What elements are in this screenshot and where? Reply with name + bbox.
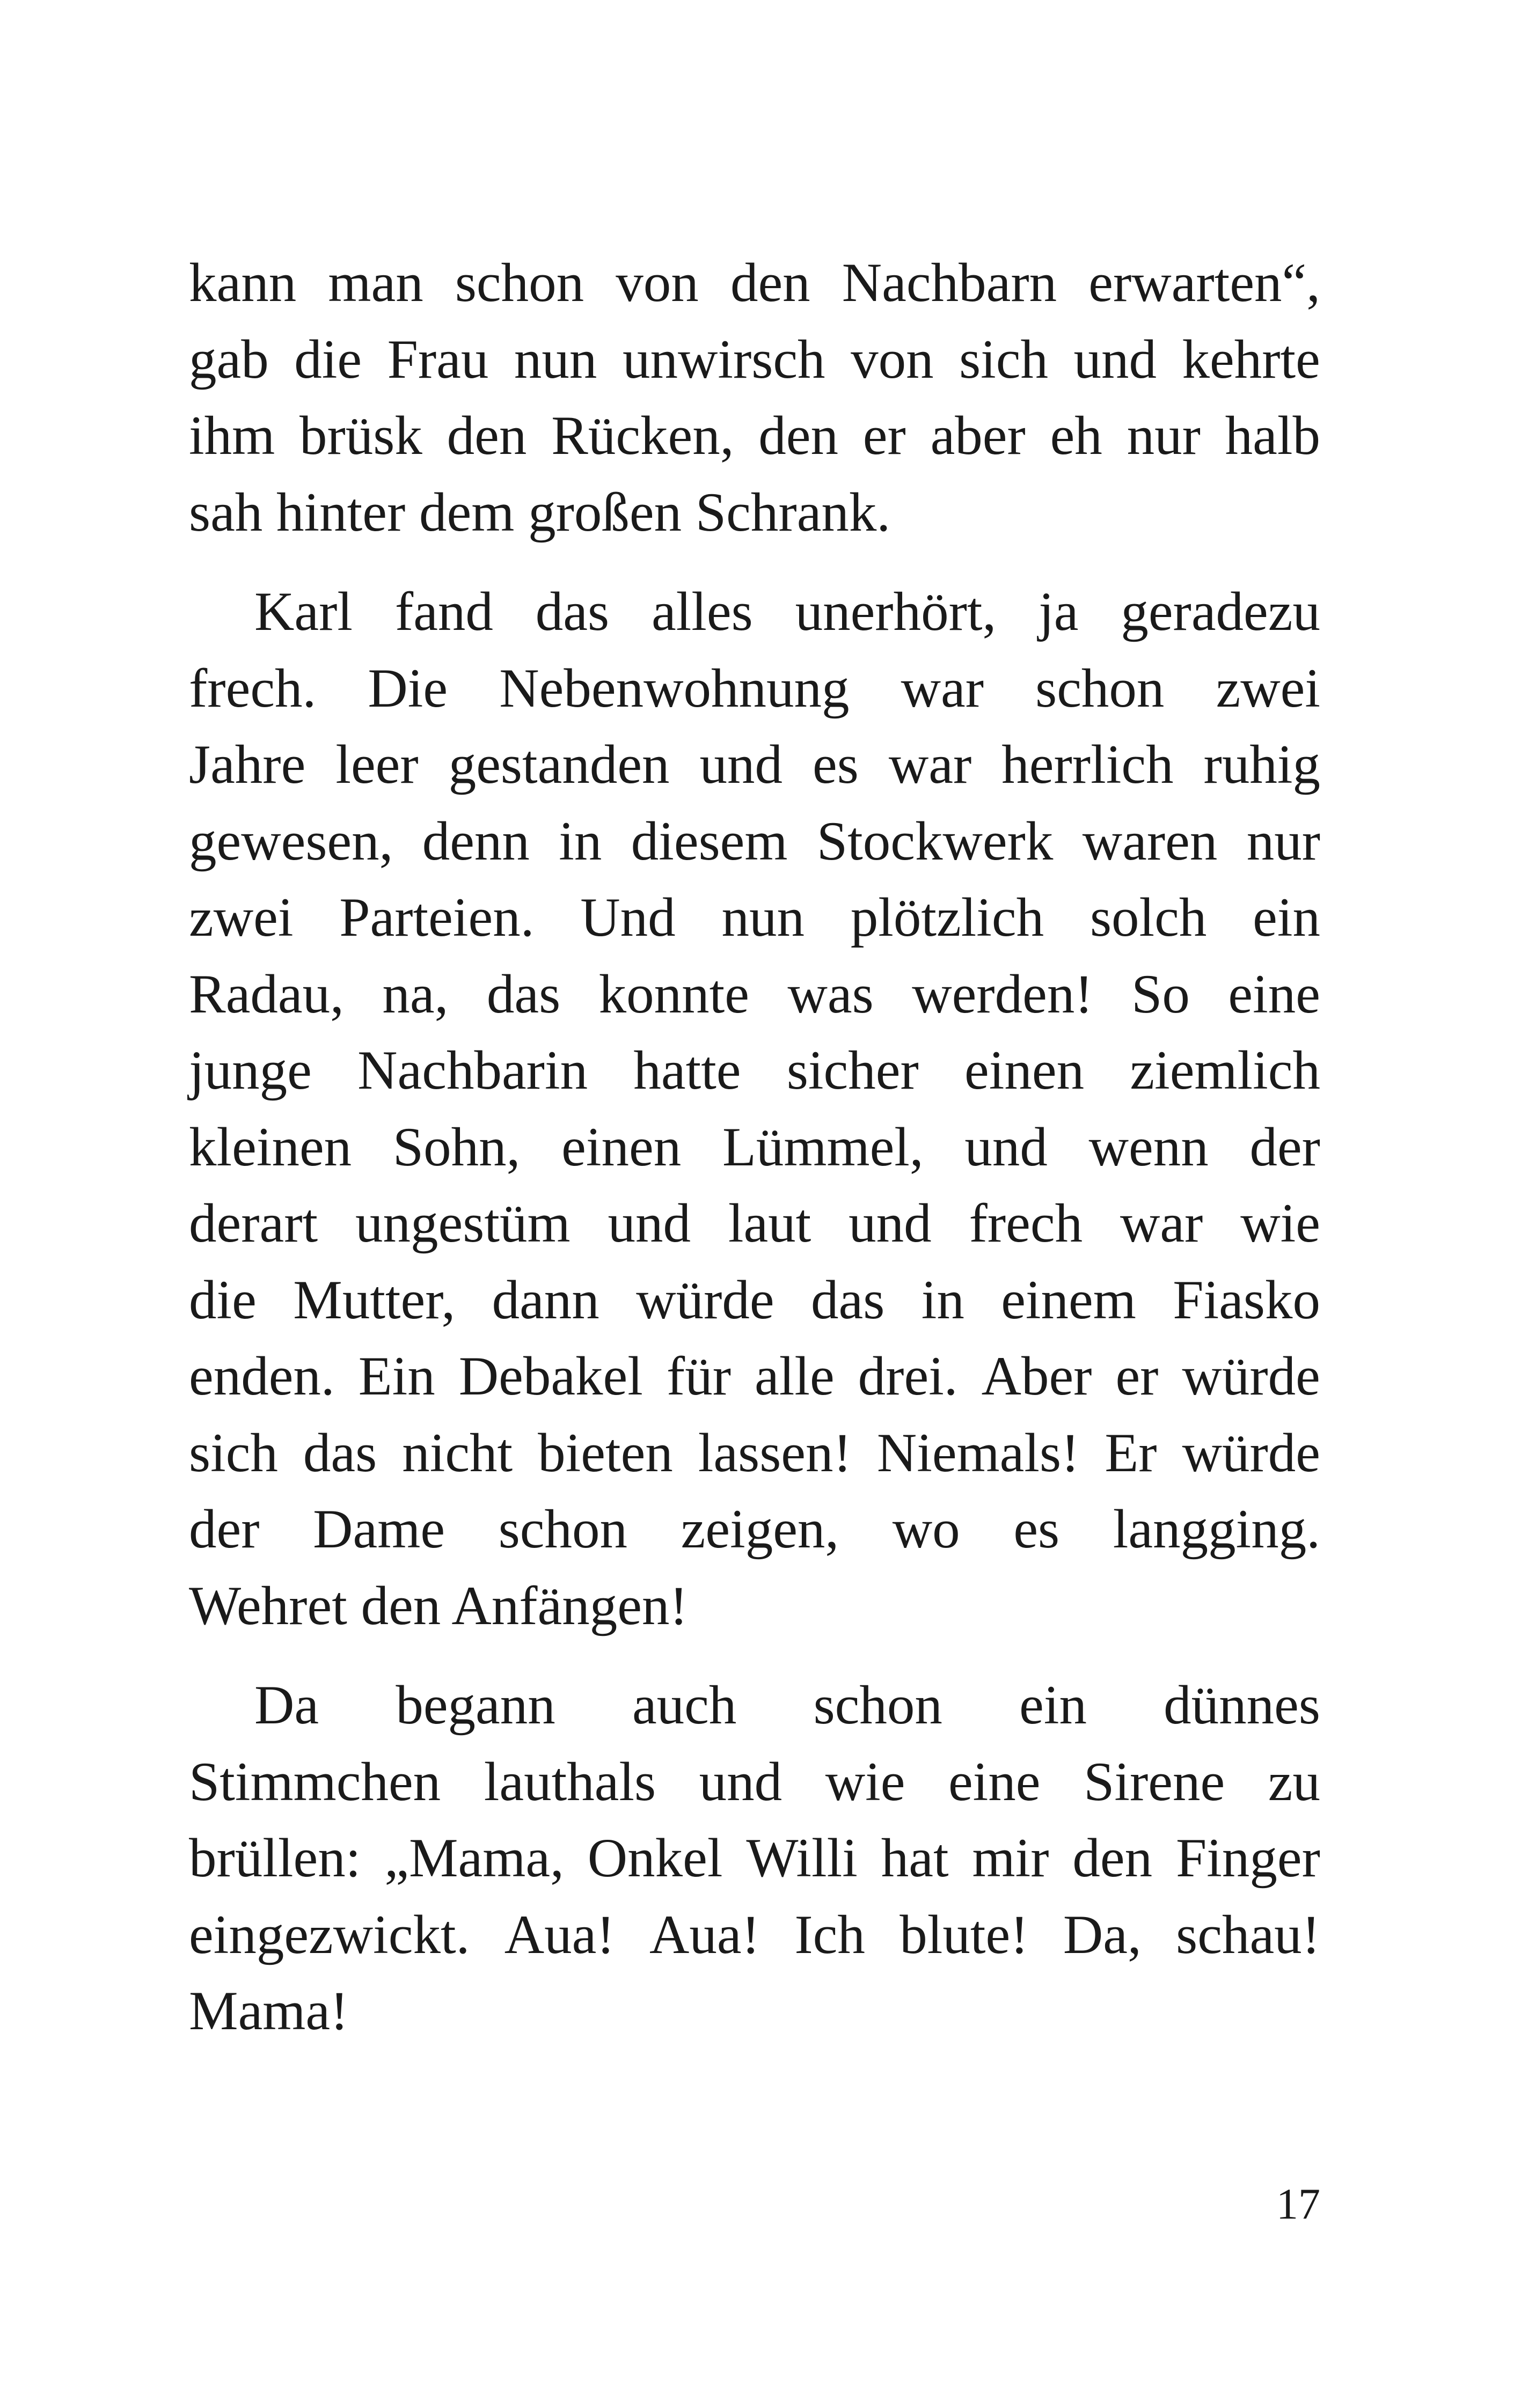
word: gab: [189, 328, 269, 390]
word: gewesen,: [189, 810, 393, 872]
text-line: [189, 1491, 1320, 1568]
word: leer: [335, 734, 419, 795]
word: zwei: [189, 887, 294, 948]
word: ein: [1253, 887, 1320, 948]
text-line: [189, 1667, 1320, 1744]
word: kann: [189, 252, 297, 313]
text-line: [189, 321, 1320, 398]
word: Dame: [313, 1499, 445, 1560]
word: das: [811, 1269, 885, 1331]
word: einen: [964, 1040, 1085, 1101]
word: Aua!: [504, 1904, 615, 1965]
word: lauthals: [484, 1751, 656, 1812]
word: konnte: [598, 963, 750, 1025]
word: denn: [422, 810, 530, 872]
text-line: [189, 398, 1320, 474]
word: und: [699, 734, 783, 795]
word: Stimmchen: [189, 1751, 441, 1812]
word: Aber: [981, 1346, 1092, 1407]
word: wie: [1240, 1193, 1320, 1254]
text-line: [189, 1897, 1320, 1973]
word: eine: [1228, 963, 1320, 1025]
word: Nachbarin: [357, 1040, 588, 1101]
word: war: [888, 734, 972, 795]
word: blute!: [900, 1904, 1029, 1965]
word: frech: [969, 1193, 1083, 1254]
text-line: [189, 1032, 1320, 1109]
text-line: [189, 879, 1320, 956]
word: Aua!: [649, 1904, 760, 1965]
text-line: [189, 574, 1320, 650]
word: er: [862, 405, 906, 466]
word: von: [616, 252, 699, 313]
word: der: [189, 1499, 260, 1560]
word: enden.: [189, 1346, 335, 1407]
word: Ein: [358, 1346, 435, 1407]
word: in: [559, 810, 602, 872]
word: und: [849, 1193, 932, 1254]
word: das: [486, 963, 561, 1025]
word: in: [921, 1269, 964, 1331]
word: Sirene: [1084, 1751, 1225, 1812]
word: begann: [396, 1675, 555, 1736]
word: Mutter,: [293, 1269, 456, 1331]
word: sich: [959, 328, 1048, 390]
word: frech.: [189, 657, 317, 719]
word: „Mama,: [384, 1827, 564, 1889]
word: brüsk: [299, 405, 422, 466]
word: ruhig: [1203, 734, 1320, 795]
word: Stockwerk: [816, 810, 1054, 872]
word: hat: [881, 1827, 949, 1889]
word: man: [328, 252, 423, 313]
word: zu: [1268, 1751, 1320, 1812]
text-line: [189, 245, 1320, 321]
word: den: [730, 252, 810, 313]
word: derart: [189, 1193, 318, 1254]
word: hatte: [633, 1040, 741, 1101]
word: nur: [1127, 405, 1201, 466]
text-line: [189, 956, 1320, 1033]
word: solch: [1089, 887, 1207, 948]
text-line: [189, 1262, 1320, 1339]
word: den: [758, 405, 839, 466]
word: diesem: [631, 810, 788, 872]
word: es: [1013, 1499, 1060, 1560]
word: der: [1249, 1116, 1320, 1178]
word: er: [1115, 1346, 1159, 1407]
word: schau!: [1176, 1904, 1320, 1965]
word: von: [851, 328, 934, 390]
word: Da: [254, 1675, 319, 1736]
word: Willi: [746, 1827, 858, 1889]
word: und: [699, 1751, 783, 1812]
word: dünnes: [1164, 1675, 1320, 1736]
word: nun: [514, 328, 597, 390]
text-line: [189, 1109, 1320, 1186]
word: erwarten“,: [1088, 252, 1320, 313]
word: ziemlich: [1130, 1040, 1320, 1101]
text-line: [189, 1744, 1320, 1820]
word: Debakel: [458, 1346, 643, 1407]
paragraph-gap: [189, 550, 1320, 574]
word: Da,: [1063, 1904, 1142, 1965]
word: wenn: [1088, 1116, 1209, 1178]
word: Niemals!: [876, 1422, 1080, 1484]
text-line: [189, 650, 1320, 727]
word: bieten: [538, 1422, 673, 1484]
word: Sohn,: [392, 1116, 521, 1178]
word: Und: [580, 887, 676, 948]
word: Finger: [1176, 1827, 1320, 1889]
word: na,: [382, 963, 449, 1025]
word: geradezu: [1121, 581, 1320, 642]
word: und: [608, 1193, 691, 1254]
word: drei.: [858, 1346, 958, 1407]
word: einen: [561, 1116, 682, 1178]
word: schon: [498, 1499, 628, 1560]
word: So: [1131, 963, 1190, 1025]
word: den: [447, 405, 527, 466]
word: einem: [1001, 1269, 1136, 1331]
word: herrlich: [1001, 734, 1174, 795]
word: Die: [368, 657, 448, 719]
word: plötzlich: [850, 887, 1044, 948]
body-text: [189, 245, 1320, 2050]
word: eh: [1050, 405, 1102, 466]
word: auch: [632, 1675, 737, 1736]
word: junge: [189, 1040, 312, 1101]
word: schon: [813, 1675, 942, 1736]
word: Er: [1105, 1422, 1157, 1484]
word: mir: [972, 1827, 1049, 1889]
word: werden!: [912, 963, 1093, 1025]
word: nun: [721, 887, 805, 948]
word: halb: [1225, 405, 1320, 466]
word: langging.: [1113, 1499, 1320, 1560]
word: die: [189, 1269, 257, 1331]
word: Frau: [387, 328, 489, 390]
word: die: [294, 328, 362, 390]
word: Nebenwohnung: [499, 657, 850, 719]
page-number: 17: [1276, 2179, 1320, 2228]
paragraph-gap: [189, 1644, 1320, 1667]
word: alle: [755, 1346, 835, 1407]
word: war: [1120, 1193, 1203, 1254]
word: Onkel: [587, 1827, 723, 1889]
word: zwei: [1216, 657, 1320, 719]
word: Karl: [254, 581, 353, 642]
text-line: [189, 803, 1320, 880]
word: gestanden: [448, 734, 670, 795]
word: ja: [1039, 581, 1079, 642]
word: und: [964, 1116, 1048, 1178]
word: würde: [1182, 1346, 1320, 1407]
word: Nachbarn: [842, 252, 1057, 313]
word: Ich: [794, 1904, 865, 1965]
word: wie: [825, 1751, 905, 1812]
word: Rücken,: [551, 405, 734, 466]
word: was: [787, 963, 874, 1025]
word: Jahre: [189, 734, 306, 795]
paragraph: [189, 574, 1320, 1644]
word: Lümmel,: [722, 1116, 924, 1178]
word: den: [1072, 1827, 1153, 1889]
word: kehrte: [1182, 328, 1320, 390]
word: ihm: [189, 405, 275, 466]
text-line: [189, 1185, 1320, 1262]
word: ein: [1019, 1675, 1087, 1736]
text-line: [189, 1415, 1320, 1492]
word: das: [303, 1422, 377, 1484]
word: unwirsch: [622, 328, 825, 390]
paragraph: [189, 245, 1320, 550]
paragraph: [189, 1667, 1320, 2050]
word: für: [666, 1346, 731, 1407]
word: alles: [651, 581, 753, 642]
text-line: [189, 726, 1320, 803]
word: und: [1073, 328, 1157, 390]
text-line: Mama!: [189, 1980, 349, 2042]
word: fand: [394, 581, 493, 642]
word: war: [901, 657, 984, 719]
word: schon: [455, 252, 584, 313]
word: ungestüm: [355, 1193, 571, 1254]
word: würde: [636, 1269, 774, 1331]
word: Radau,: [189, 963, 344, 1025]
word: laut: [728, 1193, 811, 1254]
word: dann: [492, 1269, 599, 1331]
word: nur: [1246, 810, 1320, 872]
word: aber: [930, 405, 1026, 466]
word: eingezwickt.: [189, 1904, 470, 1965]
word: sich: [189, 1422, 278, 1484]
word: kleinen: [189, 1116, 352, 1178]
text-line: sah hinter dem großen Schrank.: [189, 481, 891, 543]
word: Fiasko: [1173, 1269, 1320, 1331]
word: wo: [892, 1499, 960, 1560]
word: sicher: [786, 1040, 919, 1101]
word: würde: [1182, 1422, 1320, 1484]
word: waren: [1082, 810, 1218, 872]
text-line: [189, 1820, 1320, 1897]
word: nicht: [402, 1422, 513, 1484]
word: das: [535, 581, 610, 642]
word: es: [813, 734, 859, 795]
word: eine: [948, 1751, 1041, 1812]
word: schon: [1035, 657, 1165, 719]
word: unerhört,: [795, 581, 997, 642]
word: lassen!: [698, 1422, 852, 1484]
text-line: Wehret den Anfängen!: [189, 1575, 688, 1636]
word: brüllen:: [189, 1827, 361, 1889]
word: Parteien.: [339, 887, 535, 948]
text-line: [189, 1338, 1320, 1415]
word: zeigen,: [681, 1499, 839, 1560]
